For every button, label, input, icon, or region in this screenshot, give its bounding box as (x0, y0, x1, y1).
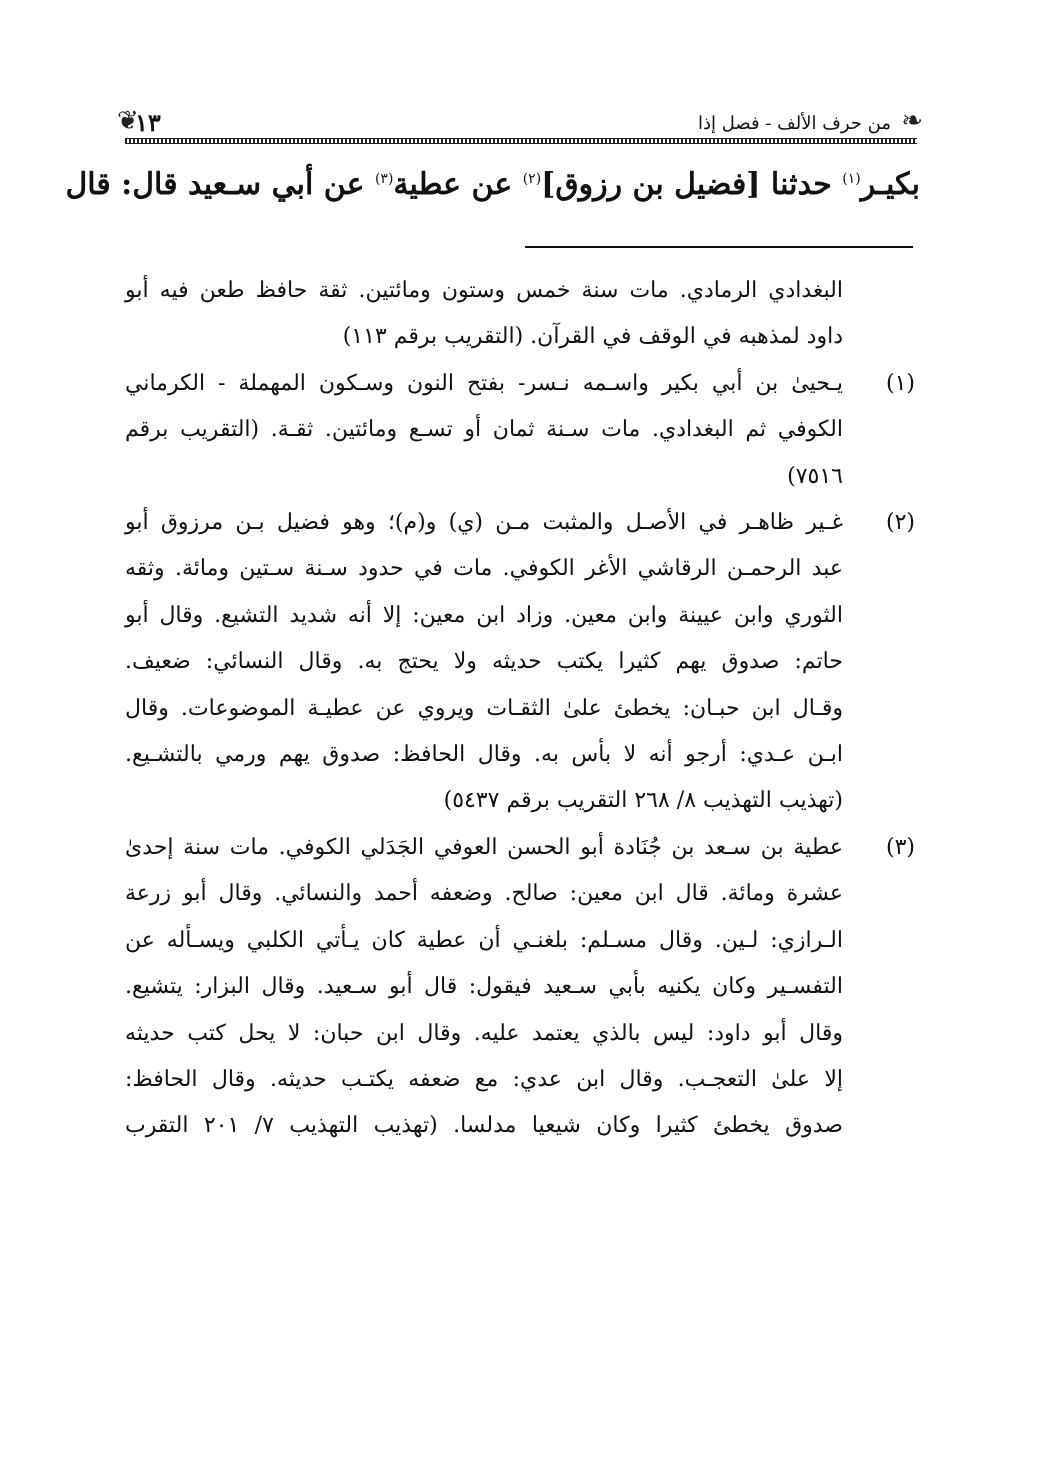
footnote-line: ٧٥١٦) (787, 463, 843, 489)
footnote-line: الكوفي ثم البغدادي. مات سـنة ثمان أو تسـع ومائتين. ثقـة. (التقريب برقم (125, 417, 843, 443)
footnote-line: التفسـير وكان يكنيه بأبي سـعيد فيقول: قال أبو سـعيد. وقال البزار: يتشيع. (125, 974, 843, 1000)
footnote-line: حاتم: صدوق يهم كثيرا يكتب حديثه ولا يحتج به. وقال النسائي: ضعيف. (125, 649, 843, 675)
footnote-line: عبد الرحمـن الرقاشي الأغر الكوفي. مات في حدود سـنة سـتين ومائة. وثقه (125, 556, 843, 582)
footnote-line: ابـن عـدي: أرجو أنه لا بأس به. وقال الحافظ: صدوق يهم ورمي بالتشـيع. (125, 742, 843, 768)
footnote-line: وقـال ابن حبـان: يخطئ علىٰ الثقـات ويروي عن عطيـة الموضوعات. وقال (125, 695, 843, 721)
footnote-line: عطية بن سـعد بن جُنَادة أبو الحسن العوفي الجَدَلي الكوفي. مات سنة إحدىٰ (125, 834, 843, 860)
footnote-2 (125, 500, 915, 825)
footnote-number: (٣) (885, 834, 915, 860)
footnote-ref-1: (١) (842, 171, 861, 187)
page-number: ١٣ (135, 108, 161, 137)
footnote-line: وقال أبو داود: ليس بالذي يعتمد عليه. وقال ابن حبان: لا يحل كتب حديثه (125, 1020, 843, 1046)
footnote-line: صدوق يخطئ كثيرا وكان شيعيا مدلسا. (تهذيب التهذيب ٧/ ٢٠١ التقرب (125, 1113, 843, 1139)
left-ornament-icon: ❦ (117, 106, 139, 136)
main-text-line (65, 160, 920, 210)
main-text-part: حدثنا [فضيل بن رزوق] (541, 167, 843, 202)
footnote-line: يـحيىٰ بن أبي بكير واسـمه نـسر- بفتح النون وسـكون المهملة - الكرماني (125, 370, 843, 396)
footnote-ref-3: (٣) (374, 171, 394, 187)
footnote-1 (125, 361, 915, 500)
main-text-part: عن أبي سـعيد قال: قال (65, 167, 375, 202)
main-text-part: عن عطية (393, 167, 523, 202)
footnote-line: داود لمذهبه في الوقف في القرآن. (التقريب برقم ١١٣) (342, 324, 843, 350)
right-ornament-icon: ❧ (901, 106, 923, 136)
footnotes-section (125, 268, 915, 1150)
footnote-line: عشرة ومائة. قال ابن معين: صالح. وضعفه أحمد والنسائي. وقال أبو زرعة (125, 881, 843, 907)
footnote-line: إلا علىٰ التعجـب. وقال ابن عدي: مع ضعفه يكتـب حديثه. وقال الحافظ: (125, 1066, 843, 1092)
footnote-line: غـير ظاهـر في الأصـل والمثبت مـن (ي) و(م)؛ وهو فضيل بـن مرزوق أبو (125, 510, 843, 536)
footnote-ref-2: (٢) (522, 171, 542, 187)
footnote-line: البغدادي الرمادي. مات سنة خمس وستون ومائتين. ثقة حافظ طعن فيه أبو (125, 278, 843, 303)
header-title: من حرف الألف - فصل إذا (698, 113, 891, 134)
main-text-part: بكيـر (860, 167, 920, 202)
footnote-number: (٢) (885, 510, 915, 536)
footnote-number: (١) (885, 370, 915, 396)
footnote-line: الـرازي: لـين. وقال مسـلم: بلغنـي أن عطية كان يـأتي الكلبي ويسـأله عن (125, 927, 843, 953)
running-header (117, 104, 923, 144)
footnote-continuation (125, 268, 843, 361)
footnote-line: (تهذيب التهذيب ٨/ ٢٦٨ التقريب برقم ٥٤٣٧) (443, 788, 843, 814)
footnote-line: الثوري وابن عيينة وابن معين. وزاد ابن معين: إلا أنه شديد التشيع. وقال أبو (125, 602, 843, 628)
header-ornamental-rule (125, 138, 917, 144)
footnote-separator (525, 246, 913, 248)
footnote-3 (125, 825, 915, 1150)
